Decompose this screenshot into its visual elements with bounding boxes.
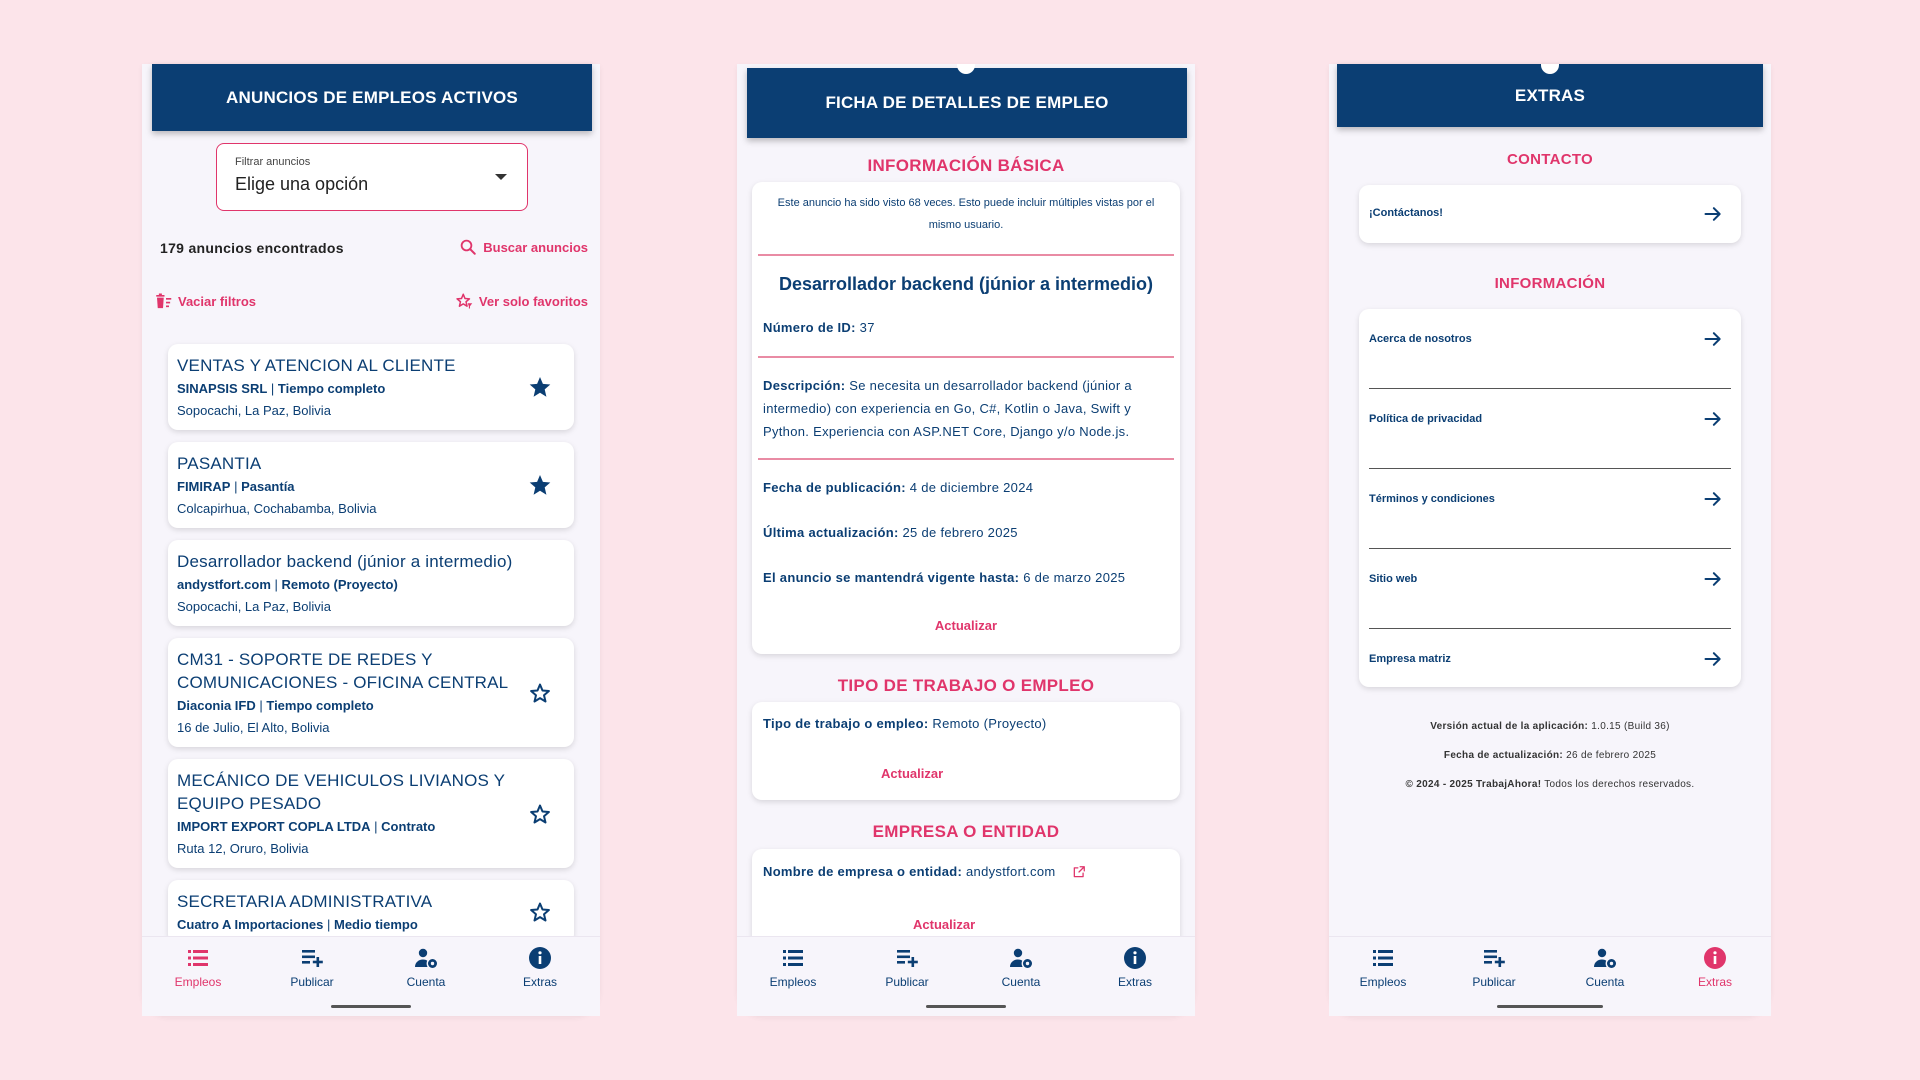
update-date-line — [1329, 750, 1771, 761]
job-meta: SINAPSIS SRL | Tiempo completo — [177, 381, 386, 396]
favorites-filter-label: Ver solo favoritos — [478, 293, 588, 309]
info-label: Términos y condiciones — [1369, 493, 1495, 505]
info-row-parent[interactable] — [1359, 629, 1741, 687]
account-settings-icon — [1593, 946, 1617, 970]
job-type: Pasantía — [241, 479, 295, 494]
section-heading-info: INFORMACIÓN — [1494, 275, 1606, 292]
screen-job-detail — [737, 64, 1195, 1016]
nav-label: Publicar — [290, 974, 334, 989]
job-card[interactable] — [168, 442, 574, 528]
valid-value: 6 de marzo 2025 — [1023, 570, 1126, 585]
favorites-filter-button[interactable] — [455, 292, 588, 310]
info-icon — [1703, 946, 1727, 970]
nav-label: Publicar — [885, 974, 929, 989]
nav-label: Cuenta — [1001, 974, 1041, 989]
job-card[interactable] — [168, 344, 574, 430]
post-add-icon — [1482, 946, 1506, 970]
job-title: CM31 - SOPORTE DE REDES Y COMUNICACIONES - OFICINA CENTRAL — [177, 650, 509, 692]
job-type: Contrato — [381, 819, 436, 834]
company-label: Nombre de empresa o entidad: — [763, 864, 963, 879]
arrow-right-icon — [1703, 329, 1723, 349]
company-card — [752, 849, 1180, 949]
job-list — [168, 344, 574, 932]
job-company: andystfort.com — [177, 577, 271, 592]
section-heading-company: EMPRESA O ENTIDAD — [872, 822, 1060, 841]
job-card[interactable] — [168, 880, 574, 944]
nav-cuenta[interactable] — [1550, 937, 1660, 997]
app-bar — [152, 64, 592, 131]
info-icon — [528, 946, 552, 970]
nav-extras[interactable] — [1080, 937, 1190, 997]
nav-label: Extras — [522, 974, 557, 989]
page-title: EXTRAS — [1514, 85, 1586, 105]
chevron-down-icon — [495, 174, 507, 180]
external-link-icon[interactable] — [1072, 865, 1086, 879]
search-jobs-button[interactable] — [459, 238, 588, 256]
id-value: 37 — [859, 320, 875, 335]
job-title: Desarrollador backend (júnior a intermedio) — [778, 274, 1154, 294]
job-company: IMPORT EXPORT COPLA LTDA — [177, 819, 371, 834]
version-label: Versión actual de la aplicación: — [1430, 721, 1589, 732]
pub-label: Fecha de publicación: — [763, 480, 906, 495]
contact-row[interactable] — [1359, 185, 1741, 243]
views-note: Este anuncio ha sido visto 68 veces. Esto puede incluir múltiples vistas por el mismo usuario. — [777, 197, 1155, 231]
results-count: 179 anuncios encontrados — [160, 240, 344, 256]
trash-filter-icon — [154, 292, 172, 310]
filter-value: Elige una opción — [235, 174, 369, 194]
job-type: Tiempo completo — [277, 381, 386, 396]
job-type: Medio tiempo — [334, 917, 418, 932]
job-meta: Cuatro A Importaciones | Medio tiempo — [177, 917, 418, 932]
valid-until-row — [763, 566, 1125, 589]
upd-value: 25 de febrero 2025 — [902, 525, 1018, 540]
job-type-card — [752, 702, 1180, 800]
nav-label: Publicar — [1472, 974, 1516, 989]
pub-date-row — [763, 476, 1033, 499]
home-indicator — [926, 1005, 1006, 1008]
update-button[interactable]: Actualizar — [913, 917, 976, 932]
account-settings-icon — [414, 946, 438, 970]
update-button[interactable]: Actualizar — [881, 766, 944, 781]
id-label: Número de ID: — [763, 320, 856, 335]
section-heading-type: TIPO DE TRABAJO O EMPLEO — [837, 676, 1095, 695]
info-row-website[interactable] — [1359, 549, 1741, 629]
info-label: Acerca de nosotros — [1369, 333, 1472, 345]
star-outline-icon[interactable] — [528, 802, 552, 826]
job-card[interactable] — [168, 638, 574, 747]
nav-cuenta[interactable] — [966, 937, 1076, 997]
job-title: VENTAS Y ATENCION AL CLIENTE — [177, 356, 456, 375]
last-update-row — [763, 521, 1018, 544]
job-meta: Diaconia IFD | Tiempo completo — [177, 698, 374, 713]
pub-value: 4 de diciembre 2024 — [909, 480, 1034, 495]
arrow-right-icon — [1703, 409, 1723, 429]
post-add-icon — [300, 946, 324, 970]
clear-filters-label: Vaciar filtros — [178, 293, 257, 309]
divider — [758, 254, 1174, 256]
info-label: Empresa matriz — [1369, 653, 1451, 665]
star-filter-icon — [455, 292, 473, 310]
info-row-privacy[interactable] — [1359, 389, 1741, 469]
info-card — [1359, 309, 1741, 687]
star-outline-icon[interactable] — [528, 681, 552, 705]
valid-label: El anuncio se mantendrá vigente hasta: — [763, 570, 1020, 585]
job-company: SINAPSIS SRL — [177, 381, 268, 396]
company-row — [763, 860, 1086, 883]
nav-label: Extras — [1117, 974, 1152, 989]
job-title: Desarrollador backend (júnior a intermedio) — [177, 552, 513, 571]
search-icon — [459, 238, 477, 256]
filter-label: Filtrar anuncios — [235, 156, 311, 168]
job-location: Ruta 12, Oruro, Bolivia — [177, 841, 309, 856]
job-location: Colcapirhua, Cochabamba, Bolivia — [177, 501, 377, 516]
version-value: 1.0.15 (Build 36) — [1591, 721, 1670, 732]
nav-label: Extras — [1697, 974, 1732, 989]
nav-extras[interactable] — [1660, 937, 1770, 997]
info-icon — [1123, 946, 1147, 970]
job-meta: FIMIRAP | Pasantía — [177, 479, 295, 494]
type-value: Remoto (Proyecto) — [932, 716, 1047, 731]
page-title: ANUNCIOS DE EMPLEOS ACTIVOS — [226, 87, 518, 107]
job-location: Sopocachi, La Paz, Bolivia — [177, 599, 331, 614]
info-label: Sitio web — [1369, 573, 1418, 585]
info-row-about[interactable] — [1359, 309, 1741, 389]
desc-value: Se necesita un desarrollador backend (júnior a intermedio) con experiencia en Go, C#, Kotlin o Java, Swift y Python. Experiencia con ASP.NET Core, Django y/o Node.js. — [763, 378, 1132, 439]
nav-empleos[interactable] — [143, 937, 253, 997]
job-company: FIMIRAP — [177, 479, 231, 494]
screen-extras — [1329, 64, 1771, 1016]
type-label: Tipo de trabajo o empleo: — [763, 716, 929, 731]
arrow-right-icon — [1703, 204, 1723, 224]
home-indicator — [1497, 1005, 1603, 1008]
screen-job-list — [142, 64, 600, 1016]
nav-label: Empleos — [174, 974, 222, 989]
description — [763, 374, 1169, 443]
nav-label: Cuenta — [406, 974, 446, 989]
info-label: Política de privacidad — [1369, 413, 1483, 425]
copyright-brand: © 2024 - 2025 TrabajAhora! — [1405, 779, 1542, 790]
section-heading-basic: INFORMACIÓN BÁSICA — [867, 156, 1065, 175]
arrow-right-icon — [1703, 569, 1723, 589]
clear-filters-button[interactable] — [154, 292, 256, 310]
job-card[interactable] — [168, 540, 574, 626]
nav-publicar[interactable] — [852, 937, 962, 997]
arrow-right-icon — [1703, 489, 1723, 509]
job-location: 16 de Julio, El Alto, Bolivia — [177, 720, 330, 735]
contact-label: ¡Contáctanos! — [1369, 207, 1443, 219]
job-type: Tiempo completo — [266, 698, 374, 713]
nav-publicar[interactable] — [1439, 937, 1549, 997]
list-icon — [186, 946, 210, 970]
copyright-line — [1329, 779, 1771, 790]
bottom-nav — [1329, 936, 1771, 1016]
contact-card — [1359, 185, 1741, 243]
job-company: Diaconia IFD — [177, 698, 256, 713]
job-title: SECRETARIA ADMINISTRATIVA — [177, 892, 433, 911]
star-filled-icon[interactable] — [528, 473, 552, 497]
nav-empleos[interactable] — [1328, 937, 1438, 997]
filter-dropdown[interactable] — [216, 143, 528, 211]
copyright-rest: Todos los derechos reservados. — [1544, 779, 1695, 790]
job-meta: andystfort.com | Remoto (Proyecto) — [177, 577, 398, 592]
arrow-right-icon — [1703, 649, 1723, 669]
divider — [758, 356, 1174, 358]
version-line — [1329, 721, 1771, 732]
updated-label: Fecha de actualización: — [1443, 750, 1564, 761]
star-filled-icon[interactable] — [528, 375, 552, 399]
post-add-icon — [895, 946, 919, 970]
nav-label: Empleos — [1359, 974, 1407, 989]
nav-label: Empleos — [769, 974, 817, 989]
nav-extras[interactable] — [485, 937, 595, 997]
updated-value: 26 de febrero 2025 — [1566, 750, 1657, 761]
bottom-nav — [142, 936, 600, 1016]
job-id-row — [763, 316, 875, 339]
job-company: Cuatro A Importaciones — [177, 917, 324, 932]
desc-label: Descripción: — [763, 378, 846, 393]
nav-label: Cuenta — [1585, 974, 1625, 989]
job-title: PASANTIA — [177, 454, 262, 473]
job-meta: IMPORT EXPORT COPLA LTDA | Contrato — [177, 819, 436, 834]
nav-publicar[interactable] — [257, 937, 367, 997]
job-card[interactable] — [168, 759, 574, 868]
update-button[interactable]: Actualizar — [934, 618, 998, 633]
job-location: Sopocachi, La Paz, Bolivia — [177, 403, 331, 418]
company-value[interactable]: andystfort.com — [966, 864, 1056, 879]
job-type: Remoto (Proyecto) — [281, 577, 398, 592]
app-bar — [747, 68, 1187, 138]
page-title: FICHA DE DETALLES DE EMPLEO — [825, 93, 1109, 112]
bottom-nav — [737, 936, 1195, 1016]
account-settings-icon — [1009, 946, 1033, 970]
job-type-row — [763, 712, 1047, 735]
nav-empleos[interactable] — [738, 937, 848, 997]
list-icon — [1371, 946, 1395, 970]
star-outline-icon[interactable] — [528, 900, 552, 924]
list-icon — [781, 946, 805, 970]
job-title: MECÁNICO DE VEHICULOS LIVIANOS Y EQUIPO PESADO — [177, 771, 505, 813]
home-indicator — [331, 1005, 411, 1008]
info-row-terms[interactable] — [1359, 469, 1741, 549]
section-heading-contact: CONTACTO — [1506, 151, 1593, 168]
basic-info-card — [752, 182, 1180, 654]
search-jobs-label: Buscar anuncios — [483, 239, 588, 255]
nav-cuenta[interactable] — [371, 937, 481, 997]
divider — [758, 458, 1174, 460]
upd-label: Última actualización: — [763, 525, 899, 540]
